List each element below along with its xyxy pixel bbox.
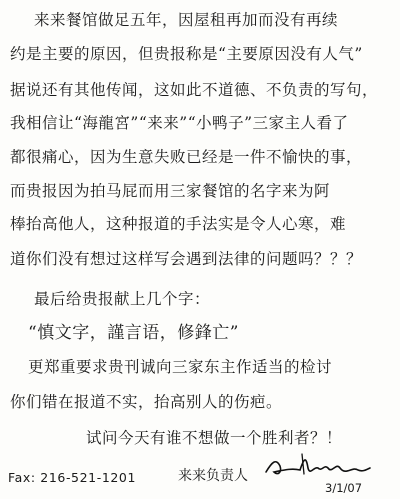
letter-line-9: 最后给贵报献上几个字： xyxy=(34,290,211,308)
letter-line-11: 更郑重要求贵刊诚向三家东主作适当的检讨 xyxy=(28,358,333,376)
letter-line-1: 来来餐馆做足五年，因屋租再加而没有再续 xyxy=(34,11,339,29)
letter-line-8: 道你们没有想过这样写会遇到法律的问题吗？？？ xyxy=(10,250,363,268)
letter-date: 3/1/07 xyxy=(325,481,363,495)
letter-line-13: 试问今天有谁不想做一个胜利者？！ xyxy=(86,429,343,447)
signer-title: 来来负责人 xyxy=(178,468,248,484)
letter-line-4: 我相信让“海龍宮”“来来”“小鸭子”三家主人看了 xyxy=(10,114,349,132)
letter-line-2: 约是主要的原因，但贵报称是“主要原因没有人气” xyxy=(10,45,363,63)
letter-line-5: 都很痛心，因为生意失败已经是一件不愉快的事， xyxy=(10,148,363,166)
letter-line-12: 你们错在报道不实，抬高别人的伤疤。 xyxy=(10,393,283,411)
letter-line-7: 棒抬高他人，这种报道的手法实是令人心寒，难 xyxy=(10,215,347,233)
letter-line-6: 而贵报因为拍马屁而用三家餐馆的名字来为阿 xyxy=(10,182,331,200)
letter-line-3: 据说还有其他传闻，这如此不道德、不负责的写句， xyxy=(10,81,379,99)
handwritten-signature xyxy=(262,448,372,484)
letter-quote-line: “慎文字，謹言语，修鋒亡” xyxy=(28,323,239,343)
fax-number: Fax: 216-521-1201 xyxy=(8,470,137,485)
